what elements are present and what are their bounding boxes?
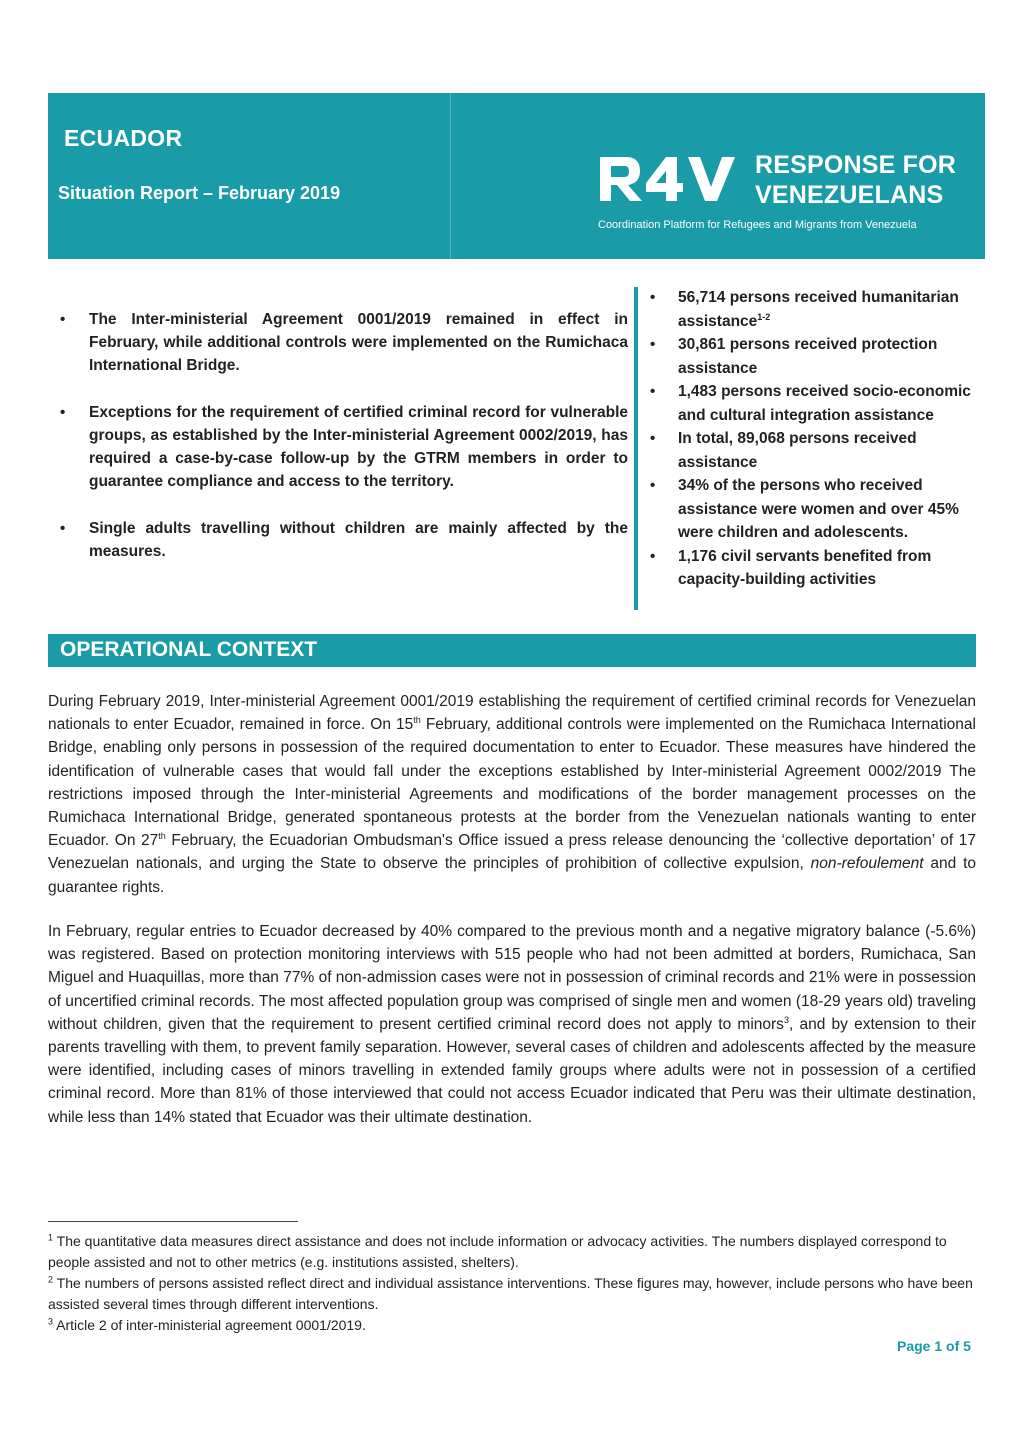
section-title: OPERATIONAL CONTEXT [60,638,318,661]
logo-tagline: Coordination Platform for Refugees and Migrants from Venezuela [598,219,917,231]
banner-divider [450,93,451,259]
ordinal-suffix: th [413,715,421,726]
paragraph-text: During February 2019, Inter-ministerial Agreement 0001/2019 establishing the requirement of certified criminal records for Venezuelan nationals to enter Ecuador, remained in force. On 15 [48,693,976,734]
footnote-number: 1 [48,1232,54,1243]
key-figure-item [650,286,980,333]
page-number: Page 1 of 5 [897,1338,971,1354]
paragraph-1 [48,690,976,899]
footnote-number: 2 [48,1274,54,1285]
highlights-left-list [60,308,628,563]
footnote-number: 3 [48,1316,54,1327]
highlights-right-list [650,286,980,592]
key-figure-item: • 1,483 persons received socio-economic and cultural integration assistance [650,380,980,427]
key-figure-item: • 1,176 civil servants benefited from capacity-building activities [650,545,980,592]
key-figure-item: • In total, 89,068 persons received assistance [650,427,980,474]
country-title: ECUADOR [64,125,183,151]
footnote-ref: 3 [783,1014,789,1025]
footnote-text: Article 2 of inter-ministerial agreement 0001/2019. [53,1317,366,1333]
footnote [48,1315,973,1336]
key-figure-text: 56,714 persons received humanitarian assistance [678,289,959,330]
paragraph-text: February, additional controls were implemented on the Rumichaca International Bridge, enabling only persons in possession of the required documentation to enter to Ecuador. These measures have hindered the identification of vulnerable cases that would fall under the exceptions established by Inter-ministerial Agreement 0002/2019 The restrictions imposed through the Inter-ministerial Agreements and modifications of the border management processes on the Rumichaca International Bridge, generated spontaneous protests at the border from the Venezuelan nationals wanting to enter Ecuador. On 27 [48,716,976,850]
footnote-text: The quantitative data measures direct assistance and does not include information or advocacy activities. The numbers displayed correspond to people assisted and not to other metrics (e.g. institutions assisted, shelters). [48,1233,947,1270]
highlights-divider [634,287,638,610]
footnote [48,1231,973,1273]
key-figure-item: • 30,861 persons received protection assistance [650,333,980,380]
logo-text-line1: RESPONSE FOR [755,151,957,179]
italic-term: non-refoulement [810,855,924,873]
key-figure-item: • 34% of the persons who received assistance were women and over 45% were children and adolescents. [650,474,980,545]
highlight-item: • Exceptions for the requirement of certified criminal record for vulnerable groups, as established by the Inter-ministerial Agreement 0002/2019, has required a case-by-case follow-up by the GTRM members in order to guarantee compliance and access to the territory. [60,401,628,493]
ordinal-suffix: th [158,831,166,842]
footnote [48,1273,973,1315]
footnote-ref: 1-2 [757,311,771,322]
footnote-text: The numbers of persons assisted reflect direct and individual assistance interventions. These figures may, however, include persons who have been assisted several times through different interventions. [48,1275,973,1312]
paragraph-text: In February, regular entries to Ecuador decreased by 40% compared to the previous month and a negative migratory balance (-5.6%) was registered. Based on protection monitoring interviews with 515 people who had not been admitted at borders, Rumichaca, San Miguel and Huaquillas, more than 77% of non-admission cases were not in possession of criminal records and 21% were in possession of uncertified criminal records. The most affected population group was comprised of single men and women (18-29 years old) traveling without children, given that the requirement to present certified criminal record does not apply to minors [48,923,976,1033]
footnote-separator [48,1221,298,1222]
paragraph-text: February, the Ecuadorian Ombudsman's Office issued a press release denouncing the ‘collective deportation’ of 17 Venezuelan nationals, and urging the State to observe the principles of prohibition of collective expulsion, [48,832,976,873]
r4v-logo-icon [596,153,740,205]
paragraph-2 [48,920,976,1129]
paragraph-text: , and by extension to their parents travelling with them, to prevent family separation. However, several cases of children and adolescents affected by the measure were identified, including cases of minors travelling in extended family groups where adults were not in possession of a certified criminal record. More than 81% of those interviewed that could not access Ecuador indicated that Peru was their ultimate destination, while less than 14% stated that Ecuador was their ultimate destination. [48,1015,976,1126]
logo-text-line2: VENEZUELANS [755,181,944,209]
footnotes [48,1231,973,1336]
paragraph-text: and to guarantee rights. [48,855,976,896]
section-header-operational-context [48,634,976,667]
header-banner [48,93,985,259]
report-subtitle: Situation Report – February 2019 [58,183,341,203]
highlight-item: • The Inter-ministerial Agreement 0001/2019 remained in effect in February, while additional controls were implemented on the Rumichaca International Bridge. [60,308,628,377]
highlight-item: • Single adults travelling without children are mainly affected by the measures. [60,517,628,563]
